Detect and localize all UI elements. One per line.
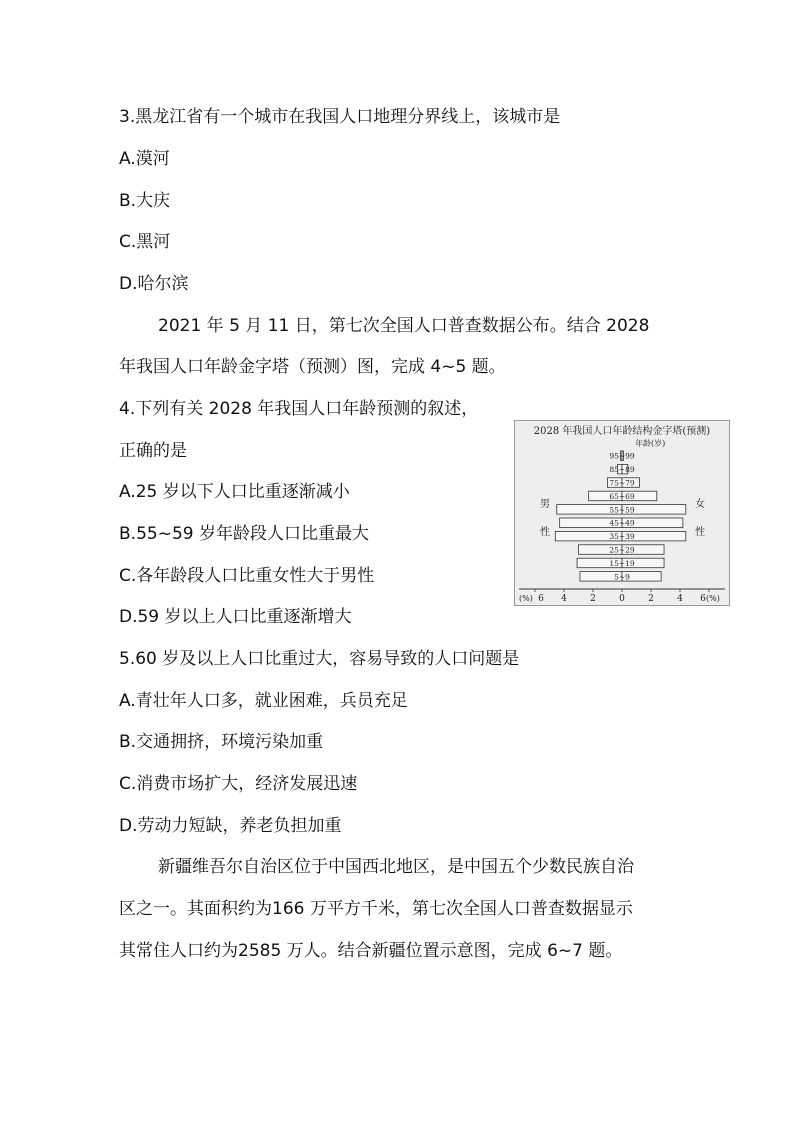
q3-option-c: C.黑河 bbox=[119, 232, 171, 252]
q5-option-d: D.劳动力短缺，养老负担加重 bbox=[119, 816, 342, 836]
intro1-line2: 年我国人口年龄金字塔（预测）图，完成 4~5 题。 bbox=[119, 357, 506, 377]
x-tick-label: 0 bbox=[619, 594, 625, 604]
age-group-label-55~59: 55~59 bbox=[609, 505, 635, 515]
age-group-label-95~99: 95~99 bbox=[609, 451, 635, 461]
female-label-top: 女 bbox=[695, 499, 705, 510]
q4-option-b: B.55~59 岁年龄段人口比重最大 bbox=[119, 524, 369, 544]
q3-stem: 3.黑龙江省有一个城市在我国人口地理分界线上，该城市是 bbox=[119, 107, 561, 127]
q5-option-b: B.交通拥挤，环境污染加重 bbox=[119, 732, 324, 752]
female-label-bottom: 性 bbox=[695, 527, 705, 538]
age-group-label-45~49: 45~49 bbox=[609, 518, 635, 528]
q5-option-c: C.消费市场扩大，经济发展迅速 bbox=[119, 774, 358, 794]
age-group-label-15~19: 15~19 bbox=[609, 558, 635, 568]
x-tick-label: 4 bbox=[677, 594, 683, 604]
age-group-label-75~79: 75~79 bbox=[609, 478, 635, 488]
population-pyramid-chart bbox=[515, 421, 729, 605]
q4-option-d: D.59 岁以上人口比重逐渐增大 bbox=[119, 607, 352, 627]
male-label-bottom: 性 bbox=[540, 527, 550, 538]
intro2-line2: 区之一。其面积约为166 万平方千米，第七次全国人口普查数据显示 bbox=[119, 899, 633, 919]
x-tick-label: 6 bbox=[700, 594, 706, 604]
intro1-line1: 2021 年 5 月 11 日，第七次全国人口普查数据公布。结合 2028 bbox=[158, 316, 650, 336]
age-group-label-65~69: 65~69 bbox=[609, 491, 635, 501]
chart-title: 2028 年我国人口年龄结构金字塔(预测) bbox=[533, 426, 711, 437]
age-group-label-85~89: 85~89 bbox=[609, 465, 635, 475]
unit-label-right: (%) bbox=[706, 594, 720, 603]
q3-option-a: A.漠河 bbox=[119, 149, 170, 169]
male-label-top: 男 bbox=[540, 499, 550, 510]
age-group-label-5~9: 5~9 bbox=[614, 572, 630, 582]
q3-option-d: D.哈尔滨 bbox=[119, 274, 189, 294]
population-pyramid-figure bbox=[514, 420, 730, 606]
intro2-line3: 其常住人口约为2585 万人。结合新疆位置示意图，完成 6~7 题。 bbox=[119, 941, 623, 961]
intro2-line1: 新疆维吾尔自治区位于中国西北地区，是中国五个少数民族自治 bbox=[158, 857, 634, 877]
q3-option-b: B.大庆 bbox=[119, 191, 171, 211]
age-group-label-35~39: 35~39 bbox=[609, 532, 635, 542]
q4-option-c: C.各年龄段人口比重女性大于男性 bbox=[119, 566, 375, 586]
x-tick-label: 4 bbox=[561, 594, 567, 604]
q4-option-a: A.25 岁以下人口比重逐渐减小 bbox=[119, 482, 350, 502]
age-group-label-25~29: 25~29 bbox=[609, 545, 635, 555]
x-tick-label: 2 bbox=[648, 594, 654, 604]
q5-stem: 5.60 岁及以上人口比重过大，容易导致的人口问题是 bbox=[119, 649, 520, 669]
age-axis-label: 年龄(岁) bbox=[635, 439, 666, 448]
q4-stem-line2: 正确的是 bbox=[119, 441, 187, 461]
unit-label-left: (%) bbox=[519, 594, 533, 603]
x-tick-label: 6 bbox=[538, 594, 544, 604]
x-tick-label: 2 bbox=[590, 594, 596, 604]
q5-option-a: A.青壮年人口多，就业困难，兵员充足 bbox=[119, 691, 408, 711]
q4-stem-line1: 4.下列有关 2028 年我国人口年龄预测的叙述， bbox=[119, 399, 479, 419]
